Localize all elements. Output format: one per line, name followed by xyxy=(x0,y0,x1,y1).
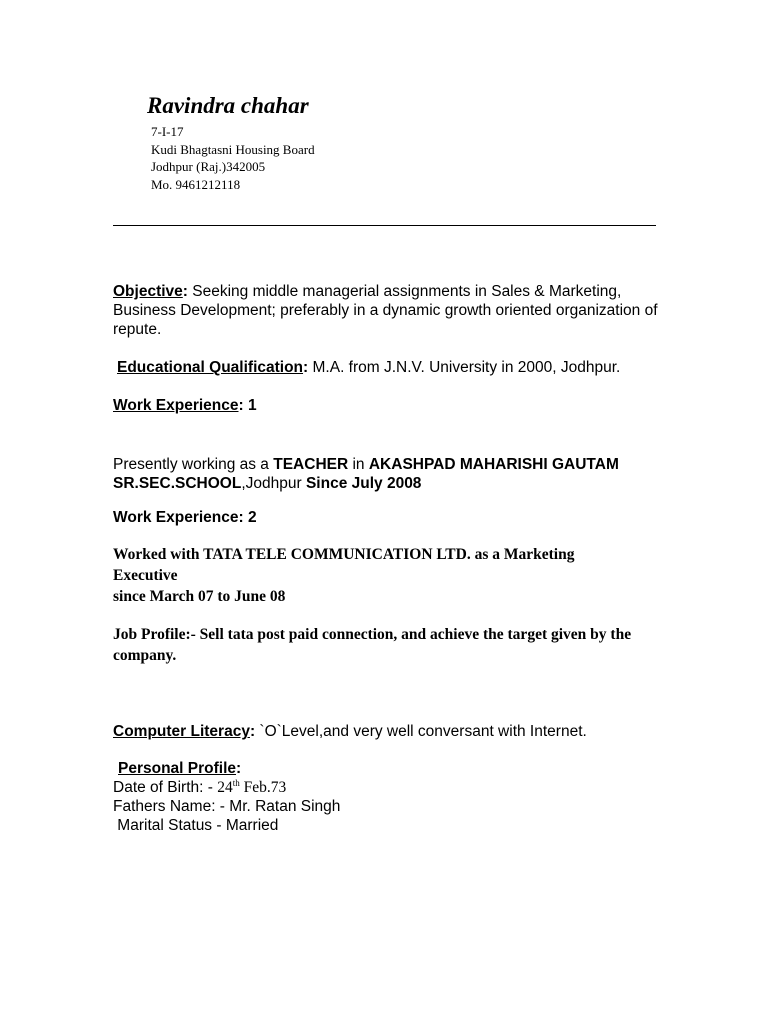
job-profile: Job Profile:- Sell tata post paid connection, and achieve the target given by the company. xyxy=(113,626,632,664)
header-divider xyxy=(113,225,656,226)
work2-line2: since March 07 to June 08 xyxy=(113,588,286,605)
work1-organization: AKASHPAD MAHARISHI GAUTAM SR.SEC.SCHOOL xyxy=(113,456,619,492)
work2-heading: Work Experience: 2 xyxy=(113,509,257,526)
work1-role: TEACHER xyxy=(273,456,349,473)
work1-number: : 1 xyxy=(238,397,257,414)
marital-status-line: Marital Status - Married xyxy=(113,817,279,834)
work1-heading xyxy=(113,396,673,415)
computer-text: `O`Level,and very well conversant with Internet. xyxy=(255,723,587,740)
personal-heading xyxy=(118,759,678,778)
address-line: Kudi Bhagtasni Housing Board xyxy=(151,141,315,157)
education-section xyxy=(117,358,677,377)
work2-line1: Worked with TATA TELE COMMUNICATION LTD. as a Marketing Executive xyxy=(113,546,575,584)
computer-colon: : xyxy=(249,723,256,740)
address-line: 7-I-17 xyxy=(151,124,184,139)
father-name-line: Fathers Name: - Mr. Ratan Singh xyxy=(113,798,341,815)
work1-label: Work Experience xyxy=(113,397,239,414)
work1-text-part: Presently working as a xyxy=(113,456,274,473)
personal-colon: : xyxy=(236,760,242,777)
objective-colon: : xyxy=(182,283,188,300)
address-block xyxy=(151,123,315,193)
computer-label: Computer Literacy xyxy=(113,723,250,740)
education-label: Educational Qualification xyxy=(117,359,304,376)
work1-text-part: ,Jodhpur xyxy=(241,475,306,492)
personal-label: Personal Profile xyxy=(118,760,237,777)
candidate-name: Ravindra chahar xyxy=(147,93,309,118)
address-line: Jodhpur (Raj.)342005 xyxy=(151,159,266,174)
dob-suffix: th xyxy=(232,777,240,788)
work1-text xyxy=(113,455,658,493)
objective-text: Seeking middle managerial assignments in Sales & Marketing, Business Development; preferably in a dynamic growth oriented organization of repute. xyxy=(113,283,658,338)
computer-section xyxy=(113,722,673,741)
dob-rest: Feb.73 xyxy=(239,779,287,796)
dob-label: Date of Birth: - xyxy=(113,779,218,796)
objective-label: Objective xyxy=(113,283,183,300)
education-colon: : xyxy=(303,359,309,376)
dob-day: 24 xyxy=(217,779,233,796)
phone-line: Mo. 9461212118 xyxy=(151,176,241,192)
work1-text-part: in xyxy=(348,456,369,473)
objective-section xyxy=(113,282,658,339)
work1-since: Since July 2008 xyxy=(305,475,422,492)
education-text: M.A. from J.N.V. University in 2000, Jodhpur. xyxy=(308,359,621,376)
dob-line xyxy=(113,778,673,797)
